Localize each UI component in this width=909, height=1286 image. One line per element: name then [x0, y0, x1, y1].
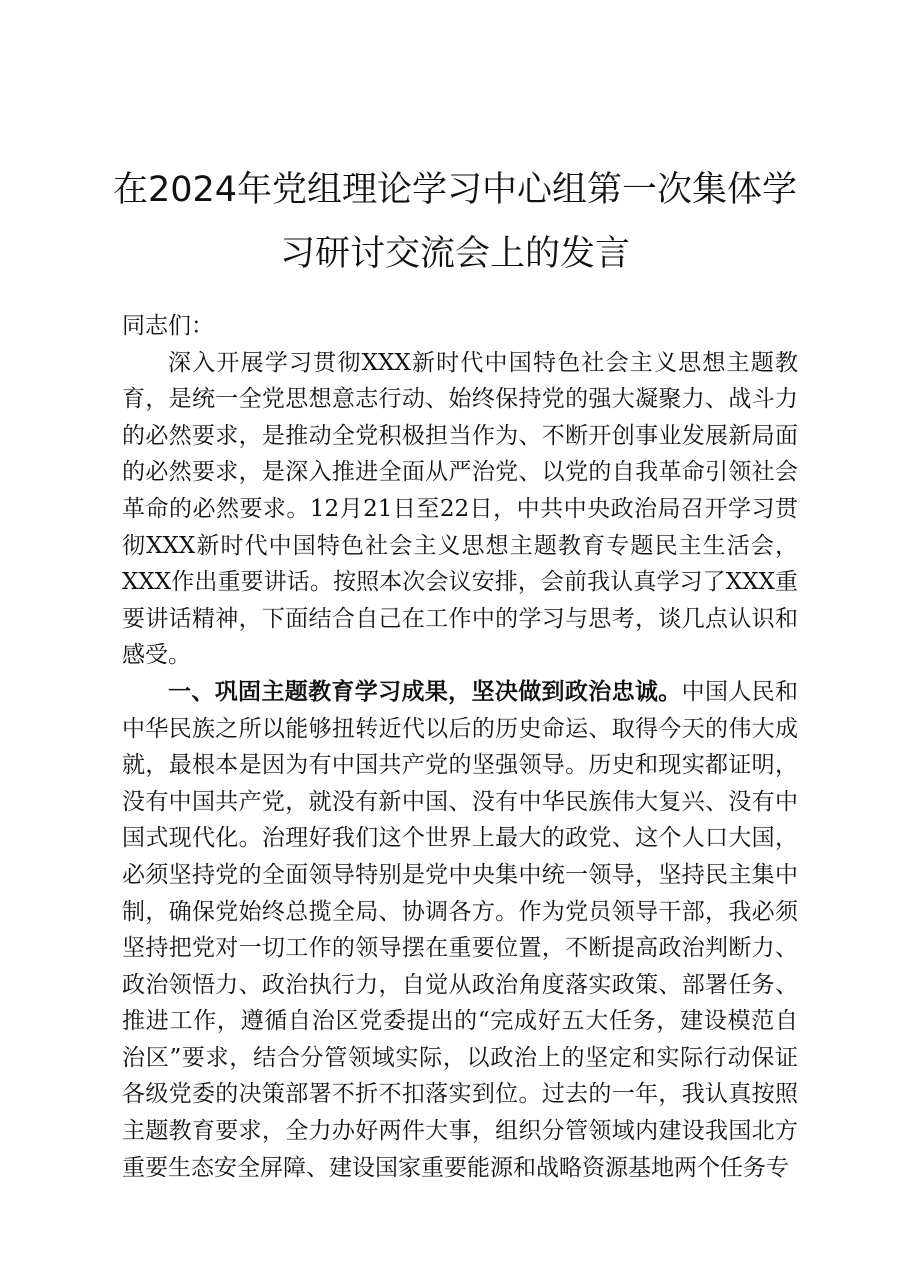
- document-body: [122, 308, 798, 1186]
- section-1-body: 中国人民和中华民族之所以能够扭转近代以后的历史命运、取得今天的伟大成就，最根本是因为有中国共产党的坚强领导。历史和现实都证明，没有中国共产党，就没有新中国、没有中华民族伟大复兴、没有中国式现代化。治理好我们这个世界上最大的政党、这个人口大国，必须坚持党的全面领导特别是党中央集中统一领导，坚持民主集中制，确保党始终总揽全局、协调各方。作为党员领导干部，我必须坚持把党对一切工作的领导摆在重要位置，不断提高政治判断力、政治领悟力、政治执行力，自觉从政治角度落实政策、部署任务、推进工作，遵循自治区党委提出的“完成好五大任务，建设模范自治区”要求，结合分管领域实际，以政治上的坚定和实际行动保证各级党委的决策部署不折不扣落实到位。过去的一年，我认真按照主题教育要求，全力办好两件大事，组织分管领域内建设我国北方重要生态安全屏障、建设国家重要能源和战略资源基地两个任务专: [122, 678, 799, 1181]
- section-1-paragraph: [122, 674, 798, 1186]
- intro-paragraph: 深入开展学习贯彻XXX新时代中国特色社会主义思想主题教育，是统一全党思想意志行动、始终保持党的强大凝聚力、战斗力的必然要求，是推动全党积极担当作为、不断开创事业发展新局面的必然要求，是深入推进全面从严治党、以党的自我革命引领社会革命的必然要求。12月21日至22日，中共中央政治局召开学习贯彻XXX新时代中国特色社会主义思想主题教育专题民主生活会，XXX作出重要讲话。按照本次会议安排，会前我认真学习了XXX重要讲话精神，下面结合自己在工作中的学习与思考，谈几点认识和感受。: [122, 349, 798, 669]
- salutation: 同志们：: [122, 313, 214, 339]
- section-1-heading: 一、巩固主题教育学习成果，坚决做到政治忠诚。: [168, 677, 682, 705]
- document-title: 在2024年党组理论学习中心组第一次集体学习研讨交流会上的发言: [112, 170, 798, 274]
